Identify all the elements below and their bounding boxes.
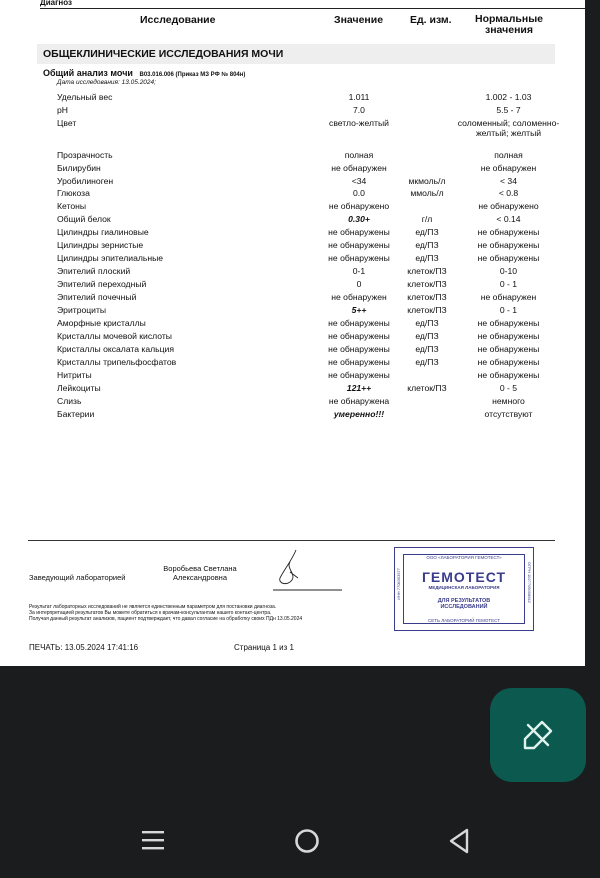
row-value: 7.0 [353, 105, 365, 115]
row-norm: не обнаружено [478, 201, 539, 211]
stamp-right: ОГРН 1027709008642 [527, 562, 532, 603]
row-unit: клеток/ПЗ [407, 292, 447, 302]
row-name: Нитриты [57, 370, 92, 380]
row-norm: не обнаружены [477, 344, 540, 354]
row-norm: не обнаружены [477, 318, 540, 328]
row-name: Кристаллы мочевой кислоты [57, 331, 172, 341]
row-norm: 0-10 [499, 266, 518, 276]
stamp-left: ИНН 7708353577 [396, 568, 401, 601]
recent-apps-icon [141, 826, 165, 854]
row-value: не обнаружены [328, 240, 390, 250]
row-unit: мкмоль/л [408, 176, 446, 186]
edit-fab-button[interactable] [490, 688, 586, 782]
test-name-text: Общий анализ мочи [43, 68, 133, 78]
row-name: pH [57, 105, 68, 115]
row-value: <34 [351, 176, 367, 186]
row-name: Эпителий плоский [57, 266, 131, 276]
row-norm: 0 - 1 [499, 279, 518, 289]
disclaimer-line-1: Результат лабораторных исследований не является единственным параметром для постановки диагноза. [29, 604, 277, 610]
stamp-bottom: СЕТЬ ЛАБОРАТОРИЙ ГЕМОТЕСТ [428, 618, 500, 623]
row-name: Цвет [57, 118, 77, 128]
row-name: Цилиндры зернистые [57, 240, 144, 250]
row-name: Эпителий почечный [57, 292, 137, 302]
test-code: B03.016.006 (Приказ МЗ РФ № 804н) [139, 72, 246, 78]
row-norm: не обнаружены [477, 370, 540, 380]
row-norm: < 0.8 [498, 188, 519, 198]
print-timestamp: ПЕЧАТЬ: 13.05.2024 17:41:16 [29, 643, 139, 652]
row-value: светло-желтый [329, 118, 389, 128]
row-unit: клеток/ПЗ [407, 305, 447, 315]
row-value: 0.30+ [348, 214, 370, 224]
lab-stamp [394, 547, 534, 631]
row-value: 5++ [351, 305, 367, 315]
signature-role: Заведующий лабораторией [29, 573, 126, 582]
page-number: Страница 1 из 1 [234, 643, 294, 652]
header-value: Значение [334, 14, 384, 26]
back-icon [448, 826, 470, 854]
row-unit: ед/ПЗ [415, 331, 439, 341]
diagnosis-label: Диагноз [40, 0, 585, 9]
row-norm: полная [494, 150, 523, 160]
row-value: не обнаружены [328, 357, 390, 367]
row-unit: клеток/ПЗ [407, 383, 447, 393]
row-norm: 1.002 - 1.03 [485, 92, 532, 102]
row-value: не обнаружен [331, 292, 387, 302]
row-value: полная [344, 150, 374, 160]
test-date: Дата исследования: 13.05.2024; [57, 79, 156, 86]
row-value: не обнаружены [328, 331, 390, 341]
row-unit: ед/ПЗ [415, 344, 439, 354]
edit-pen-icon [520, 717, 556, 753]
row-name: Прозрачность [57, 150, 113, 160]
nav-back-button[interactable] [448, 826, 470, 859]
row-value: умеренно!!! [333, 409, 385, 419]
row-norm: не обнаружены [477, 240, 540, 250]
row-norm: не обнаружены [477, 253, 540, 263]
row-name: Эпителий переходный [57, 279, 147, 289]
stamp-middle [404, 598, 524, 610]
row-name: Эритроциты [57, 305, 107, 315]
nav-home-button[interactable] [293, 826, 321, 859]
row-norm: не обнаружены [477, 331, 540, 341]
row-norm: немного [492, 396, 525, 406]
row-value: не обнаружены [328, 370, 390, 380]
signature-divider [28, 540, 555, 541]
row-unit: ед/ПЗ [415, 253, 439, 263]
row-value: не обнаружено [328, 201, 390, 211]
row-norm: не обнаружен [480, 163, 537, 173]
signature-name [158, 564, 242, 582]
row-norm: не обнаружены [477, 357, 540, 367]
row-value: не обнаружены [328, 253, 390, 263]
disclaimer-line-2: За интерпретацией результатов Вы можете обратиться к врачам-консультантам нашего контакт-центра. [29, 610, 272, 616]
row-norm: 0 - 5 [499, 383, 518, 393]
row-name: Общий белок [57, 214, 111, 224]
row-value: 1.011 [348, 92, 370, 102]
row-norm: 0 - 1 [499, 305, 518, 315]
row-unit: клеток/ПЗ [407, 266, 447, 276]
row-name: Бактерии [57, 409, 95, 419]
row-norm: 5.5 - 7 [496, 105, 521, 115]
row-name: Аморфные кристаллы [57, 318, 146, 328]
row-unit: ед/ПЗ [415, 318, 439, 328]
header-study: Исследование [140, 14, 216, 26]
row-norm: < 0.14 [496, 214, 521, 224]
row-name: Кристаллы оксалата кальция [57, 344, 175, 354]
row-value: 0-1 [352, 266, 366, 276]
row-norm: отсутствуют [484, 409, 533, 419]
row-value: 121++ [346, 383, 372, 393]
stamp-brand: ГЕМОТЕСТ [421, 569, 507, 585]
row-value: не обнаружен [331, 163, 387, 173]
row-unit: клеток/ПЗ [407, 279, 447, 289]
row-name: Кристаллы трипельфосфатов [57, 357, 177, 367]
home-icon [293, 826, 321, 854]
row-name: Цилиндры гиалиновые [57, 227, 149, 237]
row-name: Уробилиноген [57, 176, 114, 186]
row-unit: ед/ПЗ [415, 227, 439, 237]
stamp-top: ООО «ЛАБОРАТОРИЯ ГЕМОТЕСТ» [426, 555, 502, 560]
row-name: Удельный вес [57, 92, 113, 102]
row-name: Глюкоза [57, 188, 90, 198]
row-value: не обнаружены [328, 227, 390, 237]
row-value: не обнаружены [328, 318, 390, 328]
row-unit: ед/ПЗ [415, 240, 439, 250]
row-value: 0.0 [353, 188, 365, 198]
row-name: Слизь [57, 396, 82, 406]
row-unit: ммоль/л [410, 188, 444, 198]
row-unit: г/л [421, 214, 433, 224]
row-value: 0 [356, 279, 362, 289]
row-norm: < 34 [500, 176, 517, 186]
handwritten-signature [268, 548, 348, 592]
signature-name-line1: Воробьева Светлана [163, 564, 237, 573]
nav-recent-button[interactable] [141, 826, 165, 859]
section-title: ОБЩЕКЛИНИЧЕСКИЕ ИССЛЕДОВАНИЯ МОЧИ [37, 44, 555, 64]
stamp-subtitle: МЕДИЦИНСКАЯ ЛАБОРАТОРИЯ [428, 585, 500, 590]
row-name: Цилиндры эпителиальные [57, 253, 164, 263]
row-unit: ед/ПЗ [415, 357, 439, 367]
row-norm: соломенный; соломенно-желтый; желтый [457, 118, 560, 138]
stamp-middle-line2: ИССЛЕДОВАНИЙ [440, 604, 488, 610]
row-name: Билирубин [57, 163, 101, 173]
disclaimer-line-3: Получая данный результат анализов, пациент подтверждает, что давал согласие на обработку своих ПДн 13.05.2024 [29, 616, 303, 622]
row-name: Лейкоциты [57, 383, 101, 393]
stamp-middle-line1: ДЛЯ РЕЗУЛЬТАТОВ [437, 598, 491, 604]
test-name [43, 68, 245, 78]
header-norm: Нормальные значения [474, 13, 543, 36]
row-norm: не обнаружен [480, 292, 537, 302]
disclaimer [29, 604, 389, 622]
row-value: не обнаружены [328, 344, 390, 354]
header-unit: Ед. изм. [410, 14, 452, 26]
row-norm: не обнаружены [477, 227, 540, 237]
row-value: не обнаружена [328, 396, 390, 406]
row-name: Кетоны [57, 201, 87, 211]
signature-name-line2: Александровна [173, 573, 227, 582]
